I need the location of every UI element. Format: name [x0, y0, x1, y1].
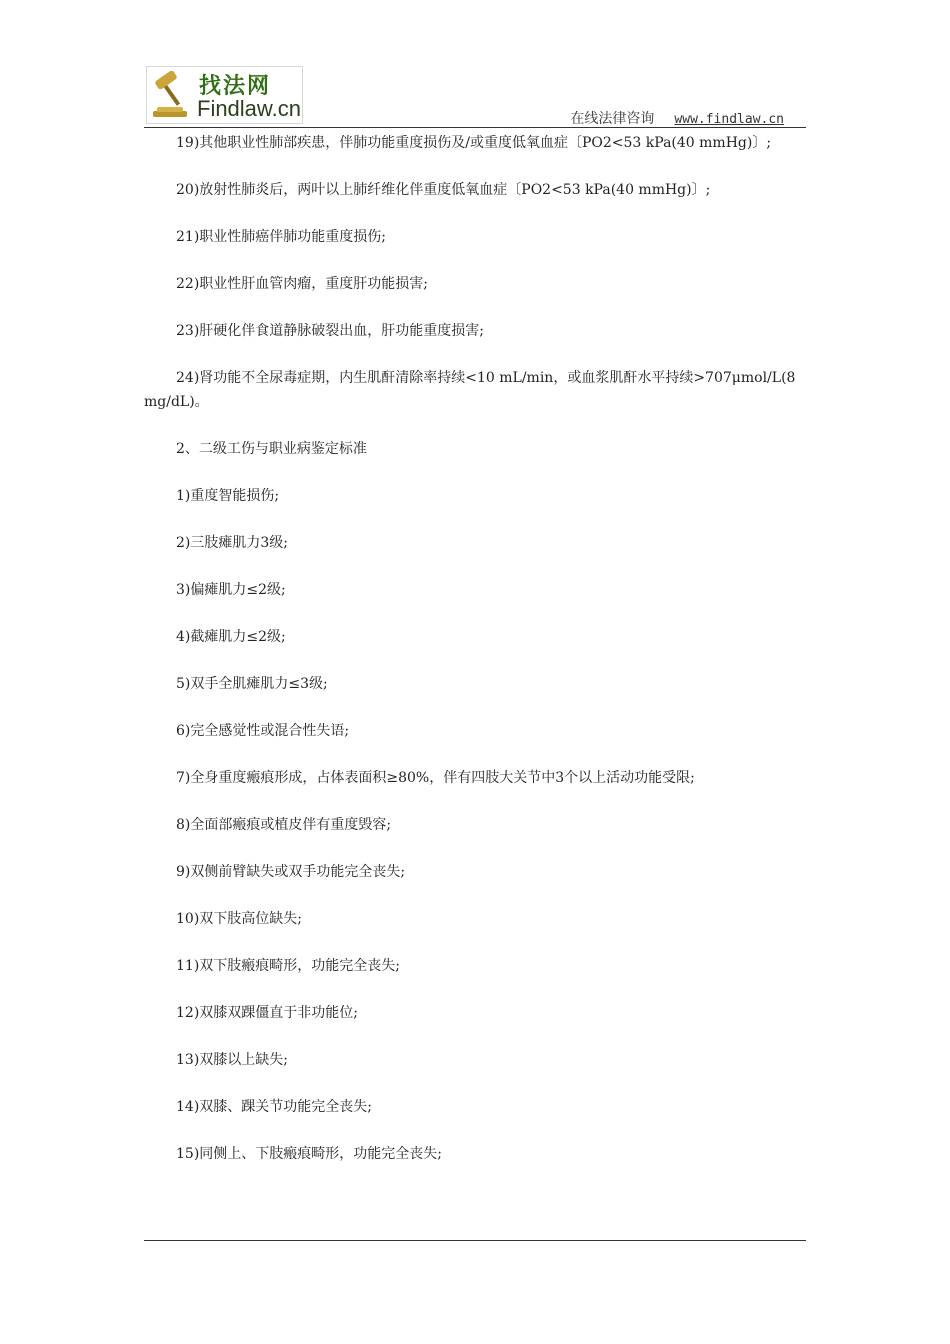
logo-english-text: Findlaw.cn	[197, 96, 301, 121]
paragraph: 12)双膝双踝僵直于非功能位;	[176, 1005, 358, 1021]
paragraph: 9)双侧前臂缺失或双手功能完全丧失;	[176, 864, 406, 880]
paragraph: 10)双下肢高位缺失;	[176, 911, 302, 927]
header-url-link[interactable]: www.findlaw.cn	[674, 112, 784, 127]
paragraph: 21)职业性肺癌伴肺功能重度损伤;	[176, 229, 386, 245]
paragraph: 23)肝硬化伴食道静脉破裂出血，肝功能重度损害;	[176, 323, 484, 339]
paragraph: 2)三肢瘫肌力3级;	[176, 535, 288, 551]
paragraph: 24)肾功能不全尿毒症期，内生肌酐清除率持续<10 mL/min，或血浆肌酐水平持续>707μmol/L(8 mg/dL)。	[144, 370, 796, 410]
header-right	[570, 108, 784, 128]
paragraph: 4)截瘫肌力≤2级;	[176, 629, 286, 645]
logo-chinese-text: 找法网	[199, 74, 272, 99]
document-body	[144, 131, 804, 1189]
paragraph: 22)职业性肝血管肉瘤，重度肝功能损害;	[176, 276, 428, 292]
paragraph: 7)全身重度瘢痕形成，占体表面积≥80%，伴有四肢大关节中3个以上活动功能受限;	[176, 770, 695, 786]
section-heading: 2、二级工伤与职业病鉴定标准	[176, 441, 367, 457]
paragraph: 6)完全感觉性或混合性失语;	[176, 723, 350, 739]
paragraph: 11)双下肢瘢痕畸形，功能完全丧失;	[176, 958, 400, 974]
paragraph: 13)双膝以上缺失;	[176, 1052, 288, 1068]
header-tagline: 在线法律咨询	[570, 111, 655, 127]
paragraph: 3)偏瘫肌力≤2级;	[176, 582, 286, 598]
paragraph: 20)放射性肺炎后，两叶以上肺纤维化伴重度低氧血症〔PO2<53 kPa(40 mmHg)〕;	[176, 182, 711, 198]
paragraph: 15)同侧上、下肢瘢痕畸形，功能完全丧失;	[176, 1146, 442, 1162]
header-divider	[144, 127, 806, 128]
findlaw-logo[interactable]	[146, 66, 303, 124]
paragraph: 19)其他职业性肺部疾患，伴肺功能重度损伤及/或重度低氧血症〔PO2<53 kPa(40 mmHg)〕;	[176, 135, 772, 151]
footer-divider	[144, 1240, 806, 1241]
paragraph: 1)重度智能损伤;	[176, 488, 280, 504]
paragraph: 14)双膝、踝关节功能完全丧失;	[176, 1099, 372, 1115]
paragraph: 5)双手全肌瘫肌力≤3级;	[176, 676, 328, 692]
paragraph: 8)全面部瘢痕或植皮伴有重度毁容;	[176, 817, 392, 833]
gavel-icon	[151, 71, 193, 119]
